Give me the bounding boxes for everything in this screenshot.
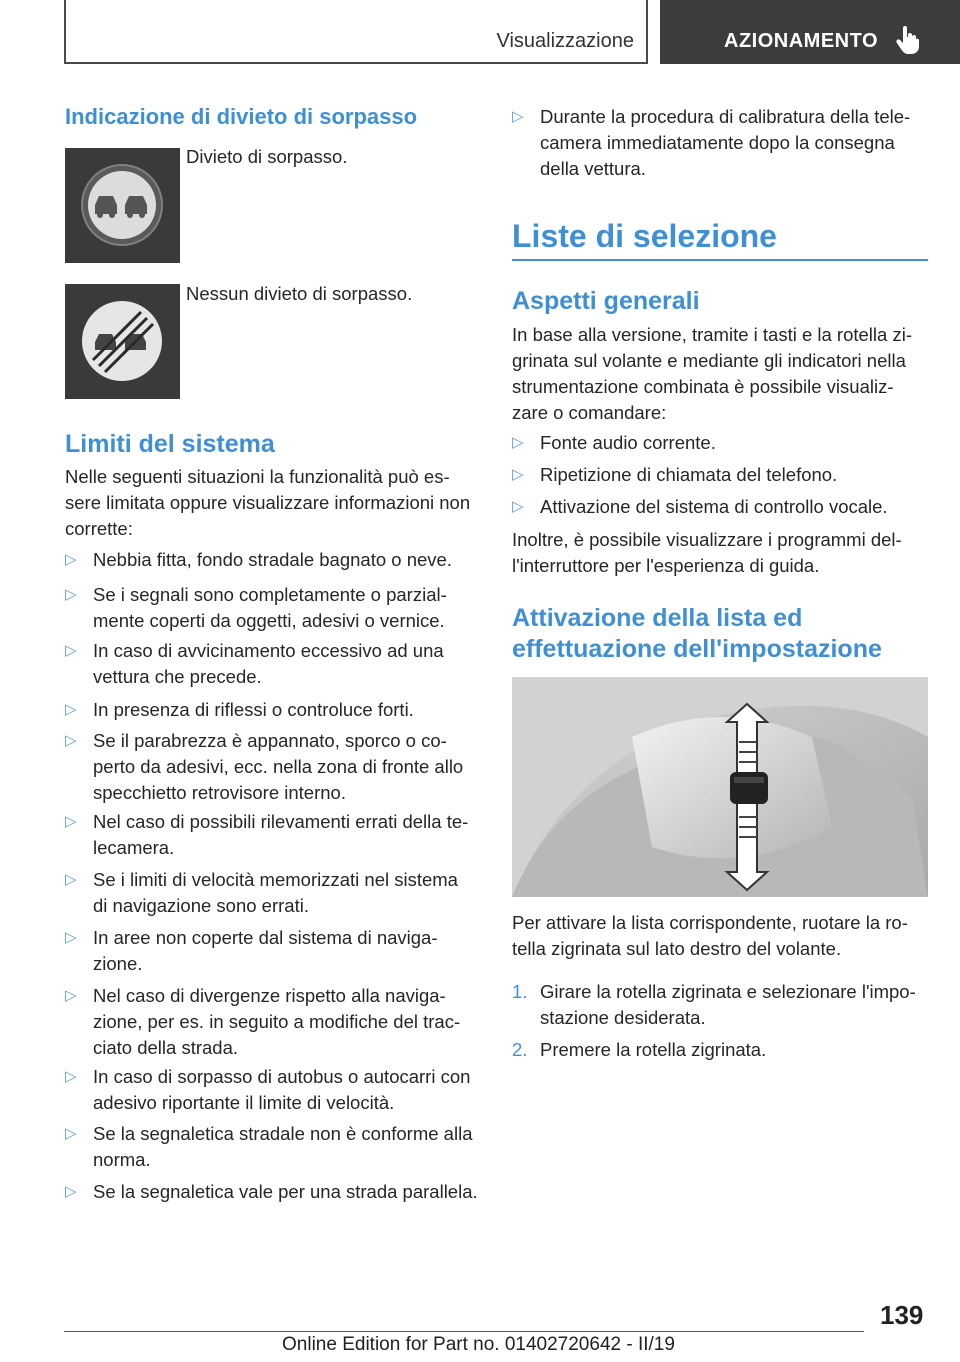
triangle-bullet-icon: ▷ (512, 498, 524, 515)
triangle-bullet-icon: ▷ (512, 108, 524, 125)
triangle-bullet-icon: ▷ (65, 586, 77, 603)
header-chapter-tab[interactable] (660, 0, 960, 64)
title-underline (512, 259, 928, 261)
end-no-overtaking-sign (65, 284, 180, 399)
general-text: In base alla versione, tramite i tasti e la rotella zi- grinata sul volante e mediante gli indicatori nella strumentazione combinata è possibile visualiz- zare o comandare: (512, 324, 912, 423)
triangle-bullet-icon: ▷ (65, 929, 77, 946)
triangle-bullet-icon: ▷ (65, 701, 77, 718)
triangle-bullet-icon: ▷ (65, 551, 77, 568)
triangle-bullet-icon: ▷ (65, 987, 77, 1004)
triangle-bullet-icon: ▷ (512, 434, 524, 451)
triangle-bullet-icon: ▷ (65, 732, 77, 749)
triangle-bullet-icon: ▷ (65, 1125, 77, 1142)
end-no-overtaking-icon (65, 284, 180, 399)
no-overtaking-icon (65, 148, 180, 263)
sign1-caption: Divieto di sorpasso. (186, 146, 348, 167)
heading-overtaking-indicator: Indicazione di divieto di sorpasso (65, 104, 418, 129)
header-chapter-label: AZIONAMENTO (724, 30, 879, 52)
triangle-bullet-icon: ▷ (65, 871, 77, 888)
heading-list-activation: Attivazione della lista ed effettuazione dell'impostazione (512, 604, 882, 663)
extra-text: Inoltre, è possibile visualizzare i programmi del- l'interruttore per l'esperienza di guida. (512, 529, 902, 576)
footer-edition: Online Edition for Part no. 01402720642 - II/19 (282, 1334, 675, 1355)
triangle-bullet-icon: ▷ (65, 642, 77, 659)
heading-system-limits: Limiti del sistema (65, 430, 275, 458)
sign2-caption: Nessun divieto di sorpasso. (186, 283, 413, 304)
steering-wheel-photo (512, 677, 928, 897)
triangle-bullet-icon: ▷ (65, 1183, 77, 1200)
heading-general-aspects: Aspetti generali (512, 287, 700, 315)
footer-divider (64, 1331, 864, 1332)
steering-wheel-illustration (512, 677, 928, 897)
hand-pointer-icon (896, 26, 920, 54)
no-overtaking-sign (65, 148, 180, 263)
triangle-bullet-icon: ▷ (65, 1068, 77, 1085)
title-selection-lists: Liste di selezione (512, 218, 777, 254)
photo-caption: Per attivare la lista corrispondente, ruotare la ro- tella zigrinata sul lato destro del volante. (512, 912, 908, 959)
triangle-bullet-icon: ▷ (65, 813, 77, 830)
triangle-bullet-icon: ▷ (512, 466, 524, 483)
limits-intro: Nelle seguenti situazioni la funzionalità può es- sere limitata oppure visualizzare informazioni non corrette: (65, 466, 471, 539)
header-section-title: Visualizzazione (496, 30, 634, 52)
page-number: 139 (880, 1300, 924, 1330)
